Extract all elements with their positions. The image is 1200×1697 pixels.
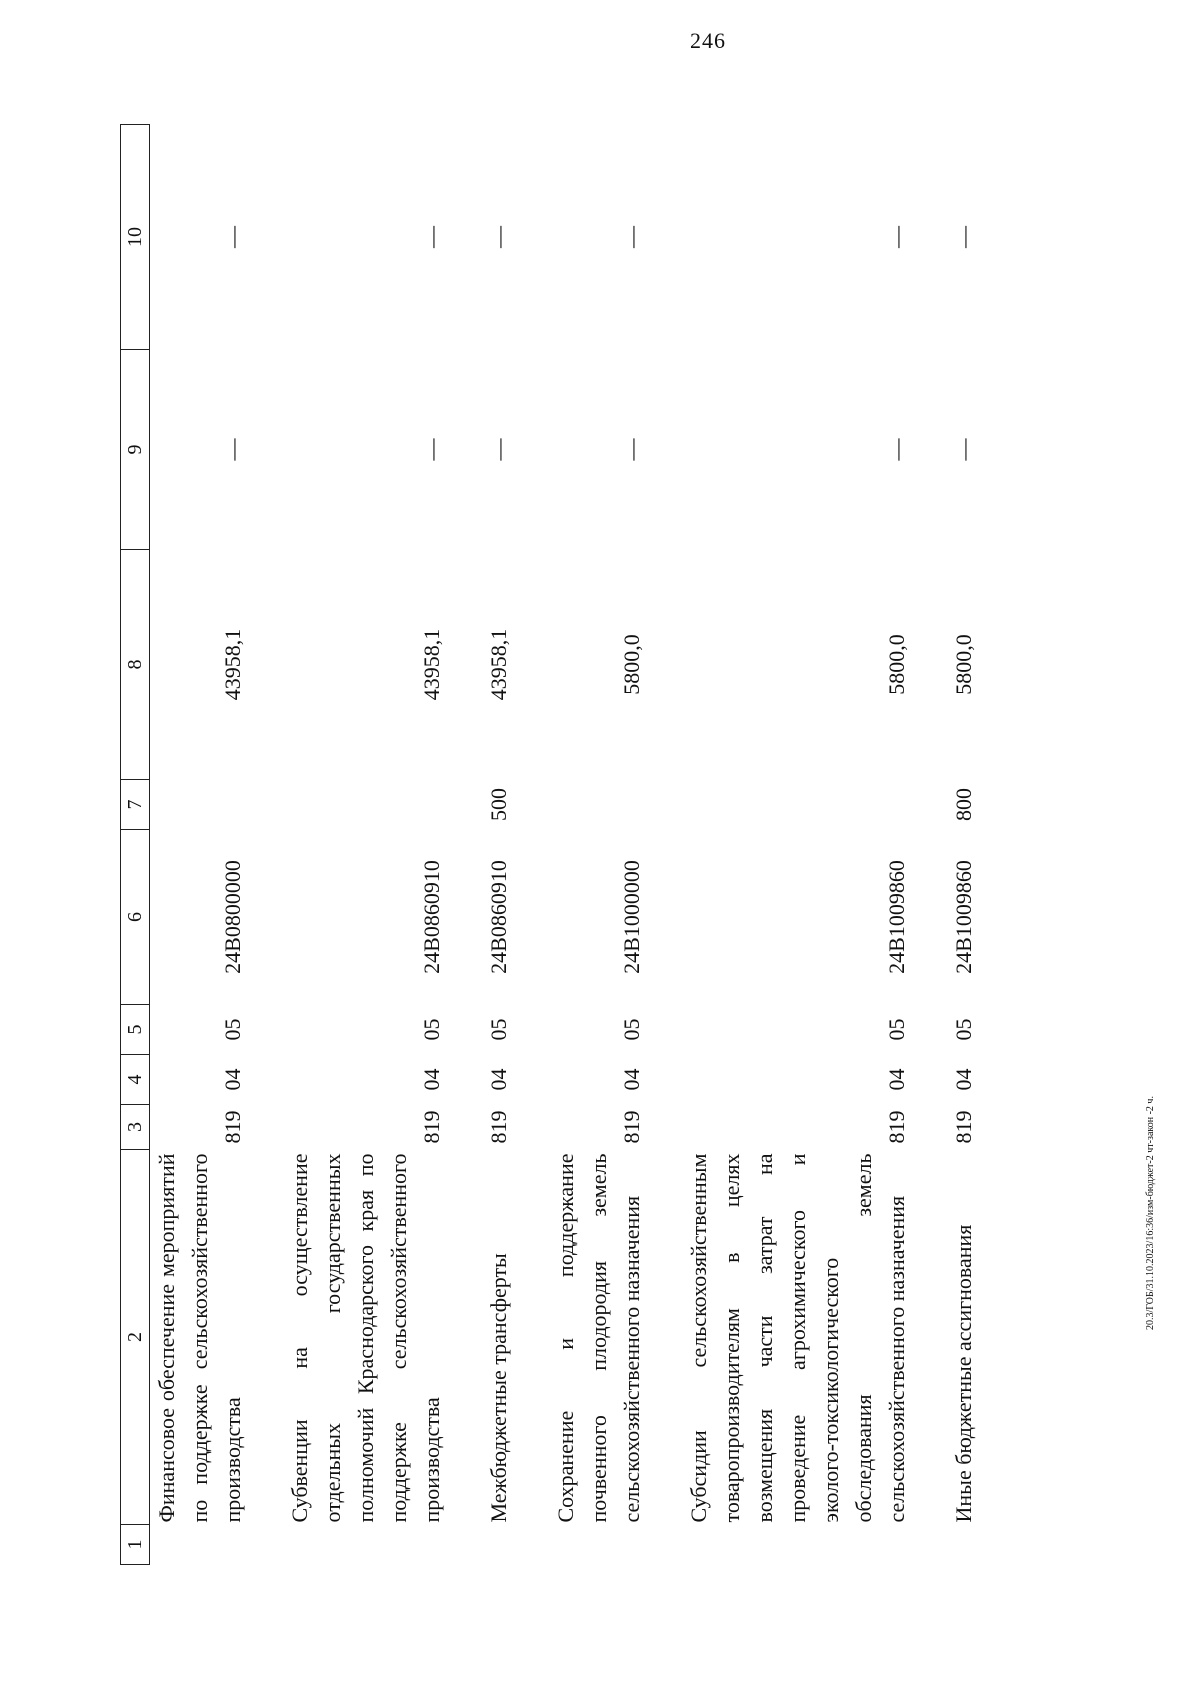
column-header: 8 bbox=[121, 550, 150, 780]
cell-ministry-code: 819 bbox=[951, 1110, 976, 1144]
cell-section: 04 bbox=[419, 1068, 444, 1091]
column-header: 6 bbox=[121, 830, 150, 1005]
row-description: Финансовое обеспечение мероприятий по поддержке сельскохозяйственного производства bbox=[154, 1153, 245, 1523]
table-row bbox=[947, 125, 980, 1565]
row-description: Субвенции на осуществление отдельных государственных полномочий Краснодарского края по поддержке сельскохозяйственного производства bbox=[287, 1153, 444, 1523]
cell-ministry-code: 819 bbox=[419, 1110, 444, 1144]
cell-col10: — bbox=[419, 226, 444, 248]
table-row bbox=[682, 125, 913, 1565]
cell-expense-type bbox=[283, 780, 448, 830]
cell-ministry-code: 819 bbox=[619, 1110, 644, 1144]
row-description: Иные бюджетные ассигнования bbox=[951, 1224, 976, 1523]
row-description: Сохранение и поддержание почвенного плодородия земель сельскохозяйственного назначения bbox=[553, 1153, 644, 1523]
cell-expense-type: 800 bbox=[951, 788, 976, 821]
cell-col10: — bbox=[486, 226, 511, 248]
cell-amount: 43958,1 bbox=[220, 628, 245, 701]
cell-subsection: 05 bbox=[419, 1018, 444, 1041]
budget-table-sheet bbox=[120, 125, 1080, 1565]
cell-subsection: 05 bbox=[951, 1018, 976, 1041]
cell-ministry-code: 819 bbox=[884, 1110, 909, 1144]
footer-reference: 20.3/ГОБ/31.10.2023/16:36/изм-бюджет-2 чт-закон -2 ч. bbox=[1145, 1096, 1156, 1330]
cell-col10: — bbox=[951, 226, 976, 248]
cell-target-article: 24В1009860 bbox=[884, 860, 909, 974]
cell-subsection: 05 bbox=[486, 1018, 511, 1041]
cell-amount: 5800,0 bbox=[951, 634, 976, 695]
cell-expense-type bbox=[150, 780, 250, 830]
cell-subsection: 05 bbox=[619, 1018, 644, 1041]
table-row bbox=[482, 125, 515, 1565]
cell-expense-type: 500 bbox=[486, 788, 511, 821]
cell-target-article: 24В1009860 bbox=[951, 860, 976, 974]
cell-section: 04 bbox=[220, 1068, 245, 1091]
column-header: 3 bbox=[121, 1105, 150, 1150]
column-header: 10 bbox=[121, 125, 150, 350]
page-number: 246 bbox=[690, 28, 726, 53]
cell-col9: — bbox=[486, 438, 511, 461]
cell-col9: — bbox=[619, 438, 644, 461]
cell-ministry-code: 819 bbox=[486, 1110, 511, 1144]
cell-target-article: 24В0860910 bbox=[419, 860, 444, 974]
cell-amount: 43958,1 bbox=[486, 628, 511, 701]
cell-col10: — bbox=[884, 226, 909, 248]
cell-section: 04 bbox=[619, 1068, 644, 1091]
row-description: Субсидии сельскохозяйственным товаропроизводителям в целях возмещения части затрат на проведение агрохимического и эколого-токсикологического обследования земель сельскохозяйственного назначения bbox=[686, 1153, 909, 1523]
cell-col9: — bbox=[951, 438, 976, 461]
column-header: 2 bbox=[121, 1150, 150, 1525]
budget-table bbox=[120, 124, 980, 1565]
cell-ministry-code: 819 bbox=[220, 1110, 245, 1144]
cell-amount: 5800,0 bbox=[884, 634, 909, 695]
cell-target-article: 24В0800000 bbox=[220, 860, 245, 974]
cell-expense-type bbox=[682, 780, 913, 830]
cell-subsection: 05 bbox=[220, 1018, 245, 1041]
cell-col10: — bbox=[619, 226, 644, 248]
column-header: 1 bbox=[121, 1525, 150, 1565]
row-description: Межбюджетные трансферты bbox=[486, 1253, 511, 1523]
column-header: 4 bbox=[121, 1055, 150, 1105]
column-number-row bbox=[121, 125, 150, 1565]
cell-amount: 43958,1 bbox=[419, 628, 444, 701]
table-row bbox=[283, 125, 448, 1565]
cell-section: 04 bbox=[884, 1068, 909, 1091]
cell-target-article: 24В0860910 bbox=[486, 860, 511, 974]
column-header: 9 bbox=[121, 350, 150, 550]
column-header: 7 bbox=[121, 780, 150, 830]
cell-col10: — bbox=[220, 226, 245, 248]
column-header: 5 bbox=[121, 1005, 150, 1055]
cell-col9: — bbox=[419, 438, 444, 461]
cell-expense-type bbox=[549, 780, 648, 830]
table-row bbox=[549, 125, 648, 1565]
cell-section: 04 bbox=[951, 1068, 976, 1091]
cell-subsection: 05 bbox=[884, 1018, 909, 1041]
cell-amount: 5800,0 bbox=[619, 634, 644, 695]
cell-col9: — bbox=[884, 438, 909, 461]
cell-col9: — bbox=[220, 438, 245, 461]
cell-target-article: 24В1000000 bbox=[619, 860, 644, 974]
table-row bbox=[150, 125, 250, 1565]
cell-section: 04 bbox=[486, 1068, 511, 1091]
